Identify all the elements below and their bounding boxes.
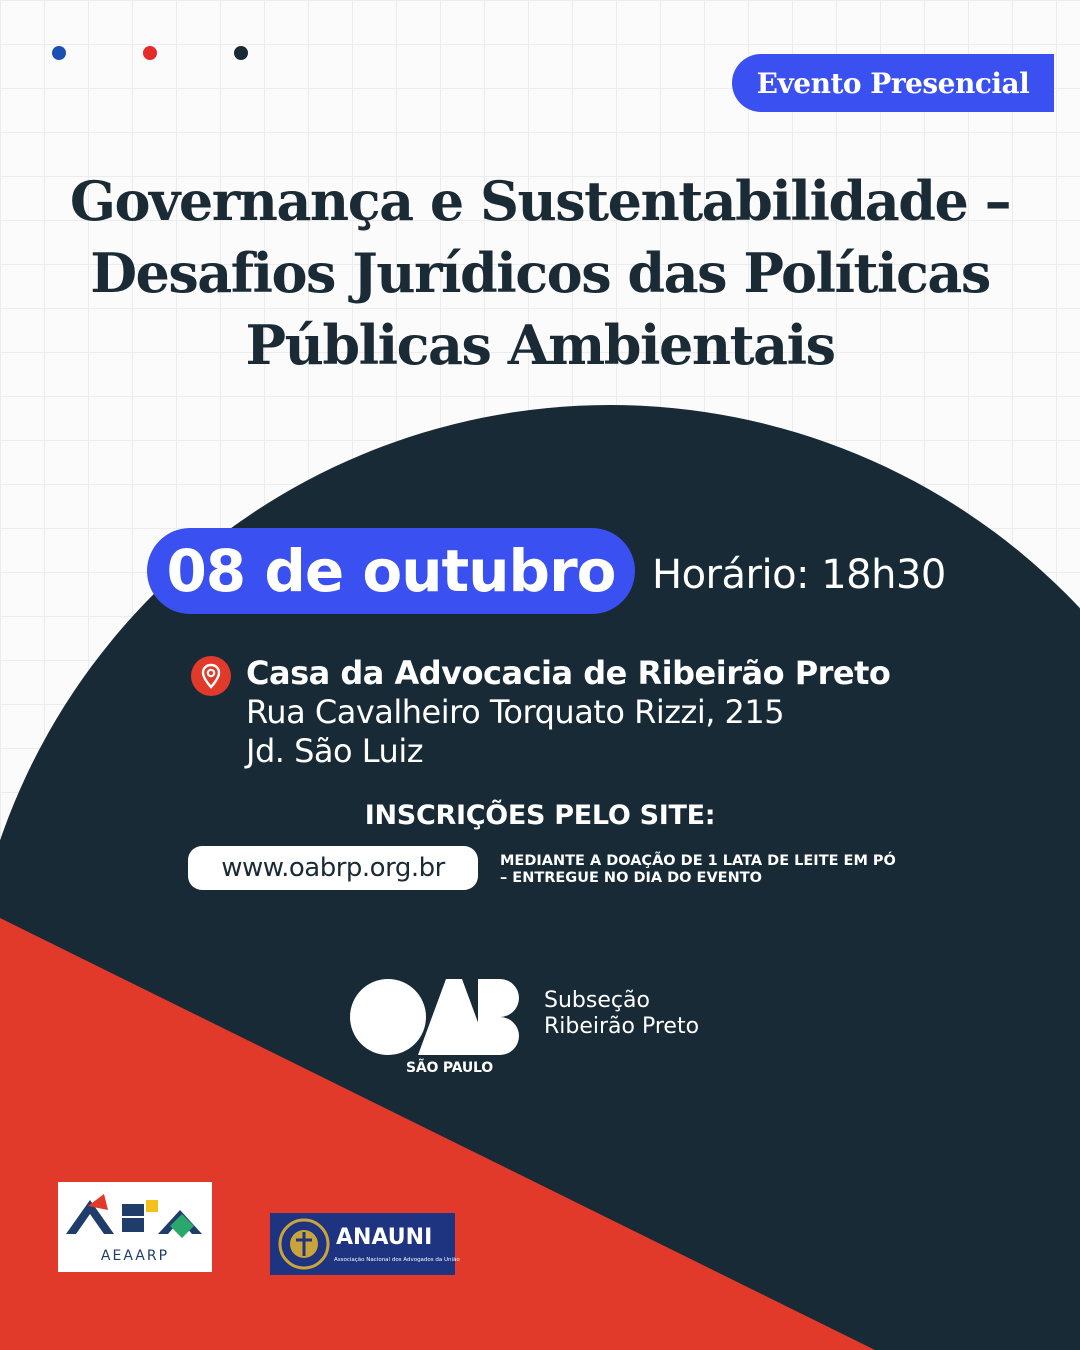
decor-dot-blue (52, 46, 66, 60)
anauni-tagline: Associação Nacional dos Advogados da União (334, 1257, 460, 1263)
event-time: Horário: 18h30 (652, 552, 946, 598)
oab-subsection-line: Ribeirão Preto (544, 1014, 700, 1039)
registration-site-link[interactable]: www.oabrp.org.br (188, 846, 478, 890)
location-pin-icon (191, 656, 231, 696)
oab-logo-icon (350, 978, 532, 1056)
anauni-logo (270, 1213, 460, 1275)
title-line: Governança e Sustentabilidade – (69, 169, 1011, 233)
decor-dot-red (143, 46, 157, 60)
event-title (40, 165, 1040, 381)
oab-state-label: SÃO PAULO (406, 1060, 493, 1076)
oab-subsection-line: Subseção (544, 988, 650, 1013)
venue-name: Casa da Advocacia de Ribeirão Preto (246, 654, 891, 692)
venue-district: Jd. São Luiz (246, 732, 423, 770)
aeaarp-label: AEAARP (100, 1248, 170, 1264)
aeaarp-mark-icon (58, 1182, 212, 1248)
oab-subsection-label (544, 988, 699, 1040)
donation-note-line: MEDIANTE A DOAÇÃO DE 1 LATA DE LEITE EM PÓ (500, 853, 896, 869)
registration-title: INSCRIÇÕES PELO SITE: (364, 800, 716, 831)
title-line: Públicas Ambientais (245, 313, 835, 377)
donation-note-line: – ENTREGUE NO DIA DO EVENTO (500, 870, 762, 886)
anauni-emblem-icon (278, 1218, 330, 1270)
event-type-badge: Evento Presencial (732, 54, 1054, 112)
donation-note (500, 853, 896, 887)
decor-dot-dark (234, 46, 248, 60)
aeaarp-logo (58, 1182, 212, 1272)
anauni-label: ANAUNI (336, 1225, 433, 1250)
event-date-pill: 08 de outubro (147, 528, 635, 614)
venue-street: Rua Cavalheiro Torquato Rizzi, 215 (246, 693, 785, 731)
venue-address (246, 654, 890, 771)
title-line: Desafios Jurídicos das Políticas (90, 241, 990, 305)
